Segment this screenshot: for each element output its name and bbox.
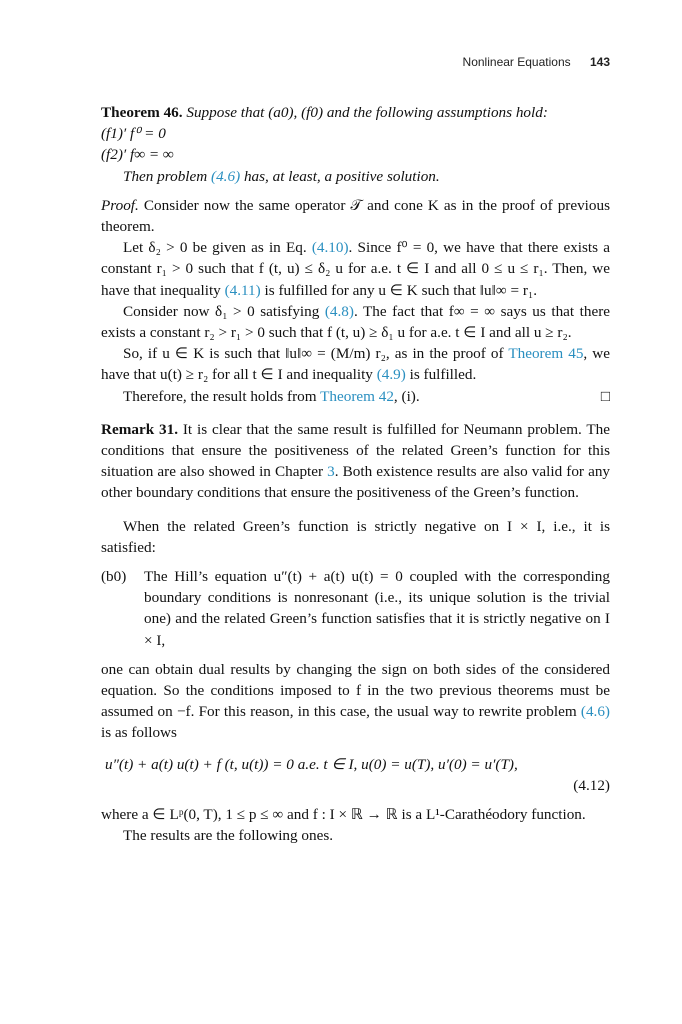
theorem-label: Theorem 46. bbox=[101, 104, 183, 121]
ref-4-11[interactable]: (4.11) bbox=[224, 281, 261, 299]
theorem-46 bbox=[101, 102, 610, 123]
proof-text: is fulfilled. bbox=[405, 366, 477, 384]
where-paragraph: where a ∈ Lᵖ(0, T), 1 ≤ p ≤ ∞ and f : I × ℝ → ℝ is a L¹-Carathéodory function. bbox=[101, 806, 586, 824]
equation-4-12: u″(t) + a(t) u(t) + f (t, u(t)) = 0 a.e. t ∈ I, u(0) = u(T), u′(0) = u′(T), bbox=[105, 755, 518, 773]
ref-4-6-b[interactable]: (4.6) bbox=[580, 703, 610, 721]
dual-text: one can obtain dual results by changing the sign on both sides of the considered equation. So the conditions imposed to f in the two previous theorems must be assumed on −f. For this reason, in this case, the usual way to rewrite problem bbox=[101, 660, 610, 721]
ref-theorem-45[interactable]: Theorem 45 bbox=[508, 345, 584, 363]
ref-4-9[interactable]: (4.9) bbox=[376, 366, 406, 384]
equation-number: (4.12) bbox=[573, 776, 610, 794]
proof-text: , we have that u(t) ≥ r₂ for all t ∈ I and inequality bbox=[101, 345, 610, 384]
ref-4-8[interactable]: (4.8) bbox=[324, 302, 354, 320]
remark-text: . Both existence results are also valid for any other boundary conditions that ensure the positiveness of the Green’s function. bbox=[101, 463, 611, 502]
proof-text: So, if u ∈ K is such that ‖u‖∞ = (M/m) r₂, as in the proof of bbox=[123, 345, 509, 363]
ref-theorem-42[interactable]: Theorem 42 bbox=[320, 387, 394, 405]
dual-text: is as follows bbox=[101, 724, 177, 742]
remark-text: It is clear that the same result is fulfilled for Neumann problem. The conditions that ensure the positiveness of the related Green’s function for this situation are also showed in Chapter bbox=[101, 420, 611, 481]
proof-text: . Since f⁰ = 0, we have that there exists a constant r₁ > 0 such that f (t, u) ≤ δ₂ u for a.e. t ∈ I and all 0 ≤ u ≤ r₁. Then, we have that inequality bbox=[101, 239, 611, 299]
qed-symbol: □ bbox=[600, 387, 610, 405]
proof-text: is fulfilled for any u ∈ K such that ‖u‖∞ = r₁. bbox=[260, 281, 538, 299]
page-number: 143 bbox=[589, 55, 610, 69]
ref-chapter-3[interactable]: 3 bbox=[327, 463, 335, 481]
theorem-condition-f1: (f1)′ f⁰ = 0 bbox=[101, 125, 166, 143]
proof-text: Consider now δ₁ > 0 satisfying bbox=[123, 302, 325, 320]
proof-paragraph-3 bbox=[101, 301, 610, 343]
running-header bbox=[463, 55, 610, 69]
conclusion-text: Then problem bbox=[123, 167, 212, 185]
proof-paragraph-2 bbox=[101, 237, 610, 301]
remark-31 bbox=[101, 419, 610, 504]
proof-paragraph-4 bbox=[101, 343, 610, 385]
final-paragraph: The results are the following ones. bbox=[123, 827, 334, 845]
proof-text: . The fact that f∞ = ∞ says us that there exists a constant r₂ > r₁ > 0 such that f (t, u) ≥ δ₁ u for a.e. t ∈ I and all u ≥ r₂. bbox=[101, 302, 611, 342]
condition-b0 bbox=[101, 566, 610, 651]
theorem-conclusion bbox=[101, 166, 610, 187]
running-title: Nonlinear Equations bbox=[462, 55, 571, 69]
proof-text: Let δ₂ > 0 be given as in Eq. bbox=[123, 239, 312, 257]
b0-text: The Hill’s equation u″(t) + a(t) u(t) = 0 coupled with the corresponding boundary conditions is nonresonant (i.e., its unique solution is the trivial one) and the related Green’s function satisfies that it is strictly negative on I × I, bbox=[144, 568, 610, 649]
proof-text: Consider now the same operator 𝒯 and cone K as in the proof of previous theorem. bbox=[101, 196, 610, 236]
theorem-condition-f2: (f2)′ f∞ = ∞ bbox=[101, 146, 174, 164]
theorem-statement: Suppose that (a0), (f0) and the following assumptions hold: bbox=[186, 104, 548, 121]
dual-paragraph bbox=[101, 659, 610, 744]
ref-4-6[interactable]: (4.6) bbox=[211, 167, 241, 185]
proof-label: Proof. bbox=[101, 196, 139, 214]
proof-paragraph-5 bbox=[101, 386, 610, 407]
remark-label: Remark 31. bbox=[101, 420, 178, 438]
proof-paragraph-1 bbox=[101, 195, 610, 237]
text-body bbox=[101, 102, 610, 847]
intro-paragraph: When the related Green’s function is strictly negative on I × I, i.e., it is satisfied: bbox=[101, 517, 610, 556]
proof-text: Therefore, the result holds from bbox=[123, 387, 321, 405]
conclusion-text-end: has, at least, a positive solution. bbox=[240, 167, 440, 185]
proof-text: , (i). bbox=[393, 387, 420, 405]
ref-4-10[interactable]: (4.10) bbox=[311, 239, 349, 257]
b0-label: (b0) bbox=[101, 568, 127, 586]
